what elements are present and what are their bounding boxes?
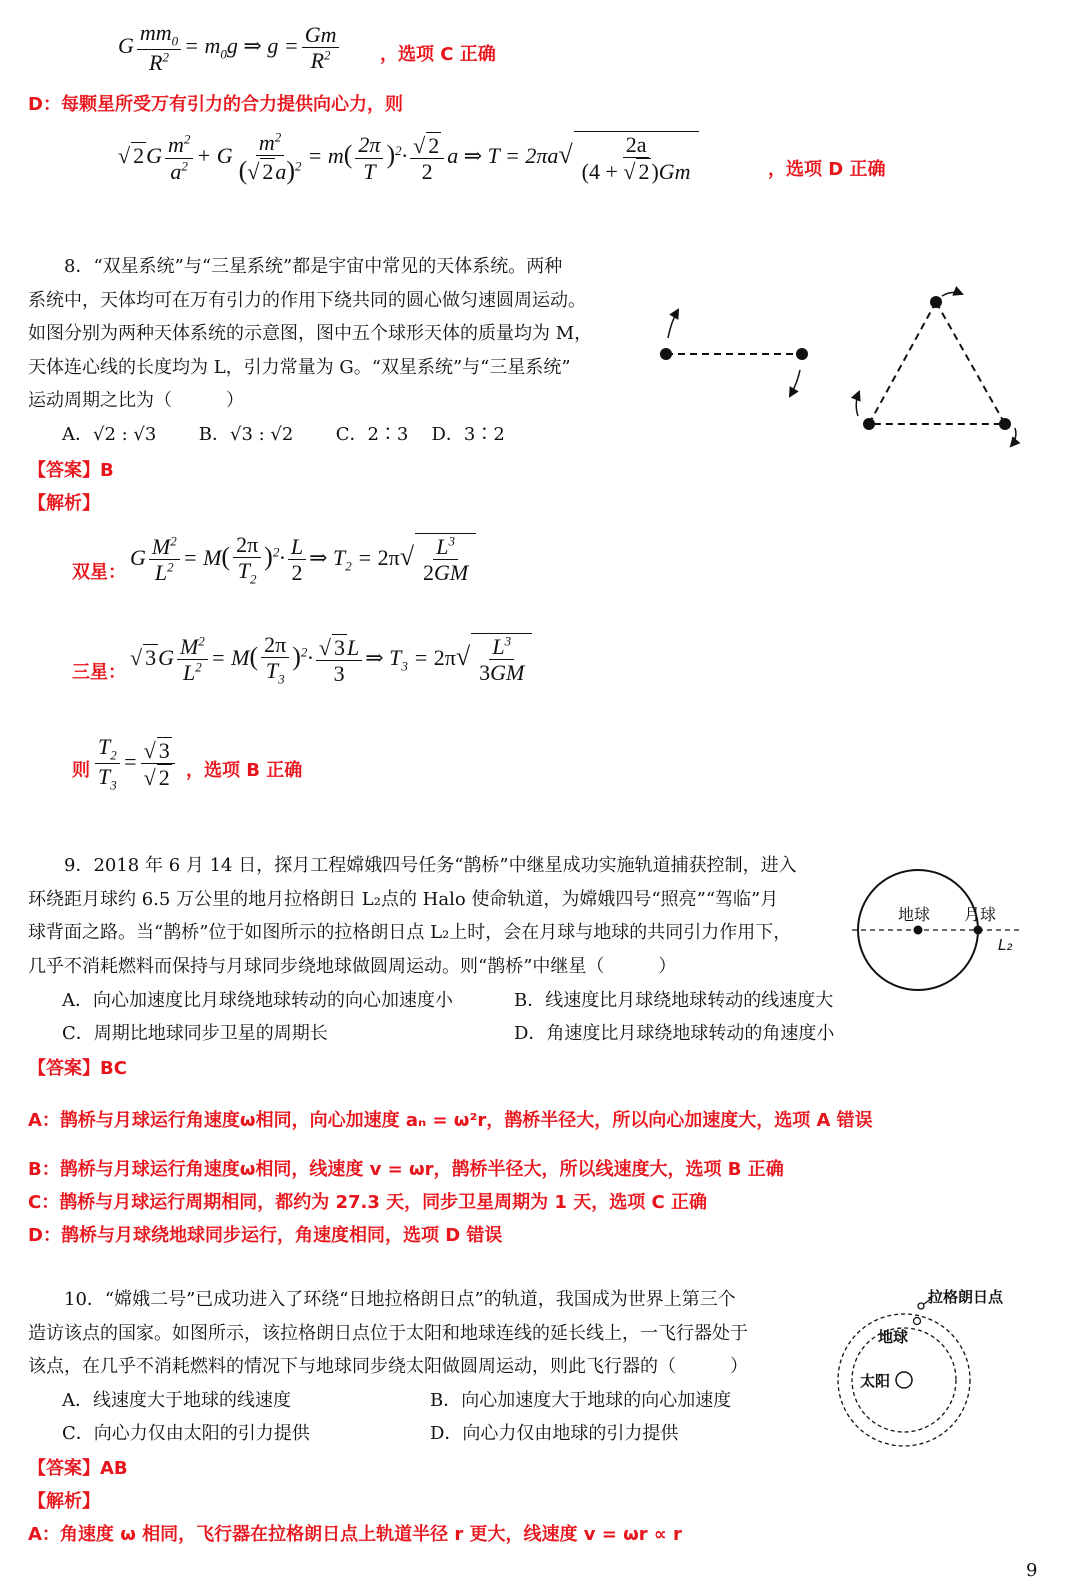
earth-moon-l2-figure — [852, 860, 1032, 1000]
sun-earth-lagrange-figure — [820, 1280, 1040, 1450]
fig-lagrange-label: 拉格朗日点 — [928, 1288, 1004, 1306]
question-8-options — [62, 418, 505, 452]
question-8-stem — [28, 250, 592, 418]
fig-sun-label: 太阳 — [860, 1372, 891, 1390]
lagrange-point-circle — [918, 1303, 924, 1309]
question-10-option-b: B．向心加速度大于地球的向心加速度 — [430, 1390, 732, 1411]
star-dot — [796, 348, 808, 360]
earth-dot — [914, 926, 923, 935]
question-10-analysis-a: A：角速度 ω 相同，飞行器在拉格朗日点上轨道半径 r 更大，线速度 v = ωr ∝ r — [28, 1524, 682, 1545]
formula-option-c: G $\frac{mm_0}{R^2}$ = $m_0g$ ⇒ g = $\frac{Gm}{R^2}$ — [118, 20, 342, 76]
triple-star-formula: √ 3G $\frac{M^2}{L^2}$ = M( $\frac{2\pi}{T_3}$ )$^2$· $\frac{√ 3L}{3}$ ⇒ $T_3 = 2\pi√$ $\frac{L^3}{3GM}$ — [130, 632, 532, 688]
option-a-value: √2 : √3 — [93, 424, 157, 445]
question-8-conclusion: ，选项 B 正确 — [186, 760, 303, 781]
question-9-line: 几乎不消耗燃料而保持与月球同步绕地球做圆周运动。则“鹊桥”中继星（ ） — [28, 955, 677, 977]
question-9-analysis-b: B：鹊桥与月球运行角速度ω相同，线速度 v = ωr，鹊桥半径大，所以线速度大，选项 B 正确 — [28, 1159, 784, 1180]
star-systems-figure — [640, 280, 1040, 460]
triple-star-label: 三星： — [72, 662, 126, 683]
option-d-statement: D：每颗星所受万有引力的合力提供向心力，则 — [28, 94, 403, 115]
question-8-line: 如图分别为两种天体系统的示意图，图中五个球形天体的质量均为 M， — [28, 323, 593, 344]
fig-l2-label: L₂ — [998, 936, 1013, 954]
question-9-answer: 【答案】BC — [28, 1058, 127, 1079]
question-8-analysis: 【解析】 — [28, 493, 100, 514]
fig-earth-label: 地球 — [878, 1328, 909, 1346]
question-10-option-d: D．向心力仅由地球的引力提供 — [430, 1423, 679, 1444]
question-10-line: 造访该点的国家。如图所示，该拉格朗日点位于太阳和地球连线的延长线上，一飞行器处于 — [28, 1322, 748, 1344]
star-dot — [930, 296, 942, 308]
formula-option-d-conclusion: ，选项 D 正确 — [768, 159, 886, 180]
moon-dot — [974, 926, 983, 935]
period-ratio-formula: $\frac{T_2}{T_3}$ = $\frac{√ 3}{√ 2}$ — [92, 734, 178, 794]
question-9-line: 球背面之路。当“鹊桥”位于如图所示的拉格朗日点 L₂上时，会在月球与地球的共同引力作用下， — [28, 922, 792, 943]
question-10-line: 该点，在几乎不消耗燃料的情况下与地球同步绕太阳做圆周运动，则此飞行器的（ ） — [28, 1356, 748, 1377]
page-number: 9 — [1026, 1560, 1038, 1581]
question-8-line: 运动周期之比为（ ） — [28, 390, 244, 411]
fig-moon-label: 月球 — [964, 905, 997, 924]
question-8-line: 系统中，天体均可在万有引力的作用下绕共同的圆心做匀速圆周运动。 — [28, 289, 586, 311]
question-8-line: 8．“双星系统”与“三星系统”都是宇宙中常见的天体系统。两种 — [64, 256, 563, 277]
question-9-analysis-a: A：鹊桥与月球运行角速度ω相同，向心加速度 aₙ = ω²r，鹊桥半径大，所以向心加速度大，选项 A 错误 — [28, 1110, 873, 1131]
question-9-analysis-d: D：鹊桥与月球绕地球同步运行，角速度相同，选项 D 错误 — [28, 1225, 503, 1246]
ratio-label: 则 — [72, 760, 90, 781]
question-9-line: 9．2018 年 6 月 14 日，探月工程嫦娥四号任务“鹊桥”中继星成功实施轨道捕获控制，进入 — [64, 855, 797, 876]
earth-small-circle — [914, 1318, 921, 1325]
question-8-answer: 【答案】B — [28, 460, 114, 481]
question-10-answer: 【答案】AB — [28, 1458, 128, 1479]
binary-star-system — [660, 310, 808, 396]
star-dot — [863, 418, 875, 430]
question-10-line: 10．“嫦娥二号”已成功进入了环绕“日地拉格朗日点”的轨道，我国成为世界上第三个 — [64, 1289, 736, 1310]
formula-option-c-conclusion: ，选项 C 正确 — [380, 44, 496, 65]
double-star-formula: G $\frac{M^2}{L^2}$ = M( $\frac{2\pi}{T_2}$ )$^2$· $\frac{L}{2}$ ⇒ $T_2 = 2\pi√$ $\frac{L^3}{2GM}$ — [130, 532, 476, 588]
question-9-stem — [28, 849, 797, 983]
question-9-line: 环绕距月球约 6.5 万公里的地月拉格朗日 L₂点的 Halo 使命轨道，为嫦娥四号“照亮”“驾临”月 — [28, 888, 779, 910]
option-b-label: B． — [198, 424, 230, 445]
option-c: C．2∶3 — [335, 424, 409, 445]
fig-earth-label: 地球 — [898, 905, 931, 924]
question-9-option-d: D．角速度比月球绕地球转动的角速度小 — [514, 1023, 835, 1044]
option-d: D．3∶2 — [431, 424, 505, 445]
sun-circle — [896, 1372, 912, 1388]
formula-option-d: √ 2G $\frac{m^2}{a^2}$ + G $\frac{m^2}{(√ 2a)^2}$ = m( $\frac{2\pi}{T}$ )$^2$· $\frac{√ 2}{2}$ a ⇒ T = 2πa√ $\frac{2a}{(4 + √ 2)Gm}$ — [118, 130, 699, 186]
double-star-label: 双星： — [72, 562, 126, 583]
option-b-value: √3 : √2 — [229, 424, 294, 445]
triple-star-system — [856, 292, 1016, 446]
question-9-option-b: B．线速度比月球绕地球转动的线速度大 — [514, 990, 834, 1011]
option-a-label: A． — [62, 424, 93, 445]
star-dot — [660, 348, 672, 360]
question-10-option-c: C．向心力仅由太阳的引力提供 — [62, 1423, 310, 1444]
question-9-option-c: C．周期比地球同步卫星的周期长 — [62, 1023, 328, 1044]
question-10-analysis: 【解析】 — [28, 1491, 100, 1512]
question-9-option-a: A．向心加速度比月球绕地球转动的向心加速度小 — [62, 990, 453, 1011]
question-9-analysis-c: C：鹊桥与月球运行周期相同，都约为 27.3 天，同步卫星周期为 1 天，选项 C 正确 — [28, 1192, 707, 1213]
question-10-stem — [28, 1283, 748, 1384]
question-8-line: 天体连心线的长度均为 L，引力常量为 G。“双星系统”与“三星系统” — [28, 356, 571, 378]
question-10-option-a: A．线速度大于地球的线速度 — [62, 1390, 291, 1411]
star-dot — [999, 418, 1011, 430]
